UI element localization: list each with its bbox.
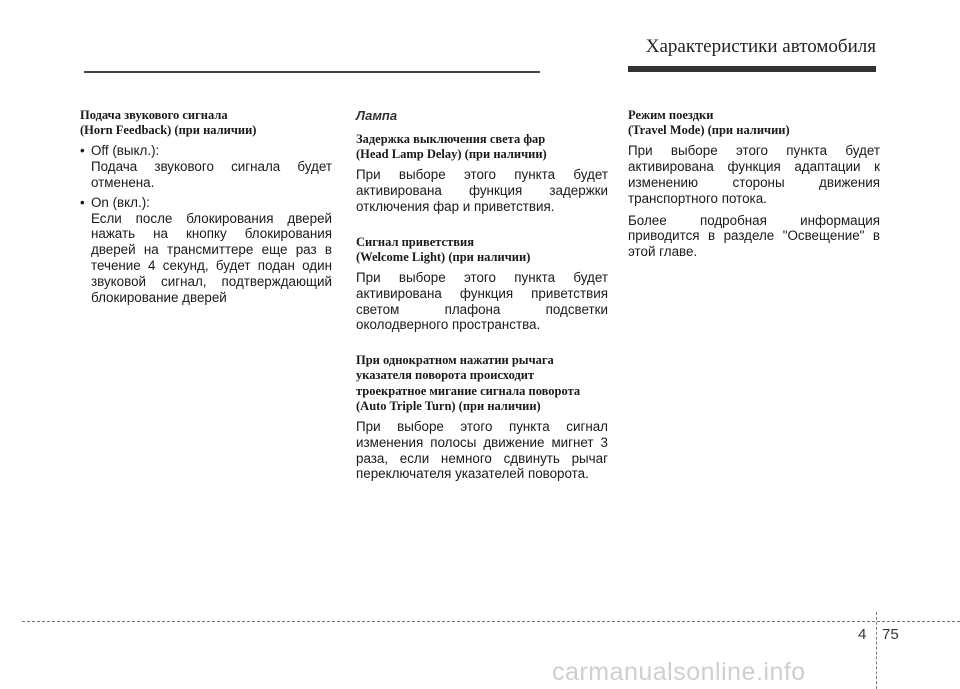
option-label: On (вкл.): xyxy=(91,194,150,210)
body-paragraph: При выборе этого пункта будет активирована функция приветствия светом плафона подсветки околодверного пространства. xyxy=(356,270,608,333)
column-lamp xyxy=(356,108,608,488)
heading-line: Сигнал приветствия xyxy=(356,234,474,249)
watermark: carmanualsonline.info xyxy=(552,658,806,686)
heading-line: (Auto Triple Turn) (при наличии) xyxy=(356,398,541,413)
option-label: Off (выкл.): xyxy=(91,143,160,159)
body-paragraph: При выборе этого пункта будет активирована функция задержки отключения фар и приветствия. xyxy=(356,167,608,214)
body-paragraph: При выборе этого пункта сигнал изменения полосы движение мигнет 3 раза, если немного сдвинуть рычаг переключателя указателей поворота. xyxy=(356,419,608,482)
heading-line: Подача звукового сигнала xyxy=(80,108,228,122)
chapter-number: 4 xyxy=(858,626,867,643)
section-heading xyxy=(356,353,608,414)
bullet-icon: • xyxy=(80,194,85,210)
bullet-icon: • xyxy=(80,143,85,159)
list-item xyxy=(80,143,332,159)
section-heading xyxy=(356,132,608,162)
heading-line: (Head Lamp Delay) (при наличии) xyxy=(356,147,547,161)
heading-line: указателя поворота происходит xyxy=(356,368,535,383)
heading-line: (Welcome Light) (при наличии) xyxy=(356,249,531,264)
heading-line: Задержка выключения света фар xyxy=(356,131,546,146)
body-paragraph: При выборе этого пункта будет активирована функция адаптации к изменению стороны движения транспортного потока. xyxy=(628,143,880,206)
option-description: Подача звукового сигнала будет отменена. xyxy=(91,159,332,190)
option-description: Если после блокирования дверей нажать на кнопку блокирования дверей на трансмиттере еще раз в течение 4 секунд, будет подан один звуковой сигнал, подтверждающий блокирование дверей xyxy=(91,210,332,305)
heading-line: (Travel Mode) (при наличии) xyxy=(628,123,790,138)
footer-divider xyxy=(876,612,877,689)
section-heading xyxy=(80,108,332,138)
column-horn-feedback xyxy=(80,108,332,309)
heading-line: (Horn Feedback) (при наличии) xyxy=(80,123,257,138)
header-rule xyxy=(84,71,540,73)
page-number: 75 xyxy=(882,626,899,643)
chapter-title: Характеристики автомобиля xyxy=(645,36,876,57)
section-title: Лампа xyxy=(356,108,398,123)
body-paragraph: Более подробная информация приводится в разделе "Освещение" в этой главе. xyxy=(628,212,880,260)
section-heading xyxy=(356,235,608,265)
footer-rule xyxy=(22,621,960,622)
list-item xyxy=(80,195,332,211)
heading-line: Режим поездки xyxy=(628,108,714,122)
heading-line: При однократном нажатии рычага xyxy=(356,353,554,368)
section-heading xyxy=(628,108,880,138)
column-travel-mode xyxy=(628,108,880,266)
header-rule-accent xyxy=(628,66,876,72)
heading-line: троекратное мигание сигнала поворота xyxy=(356,383,581,398)
